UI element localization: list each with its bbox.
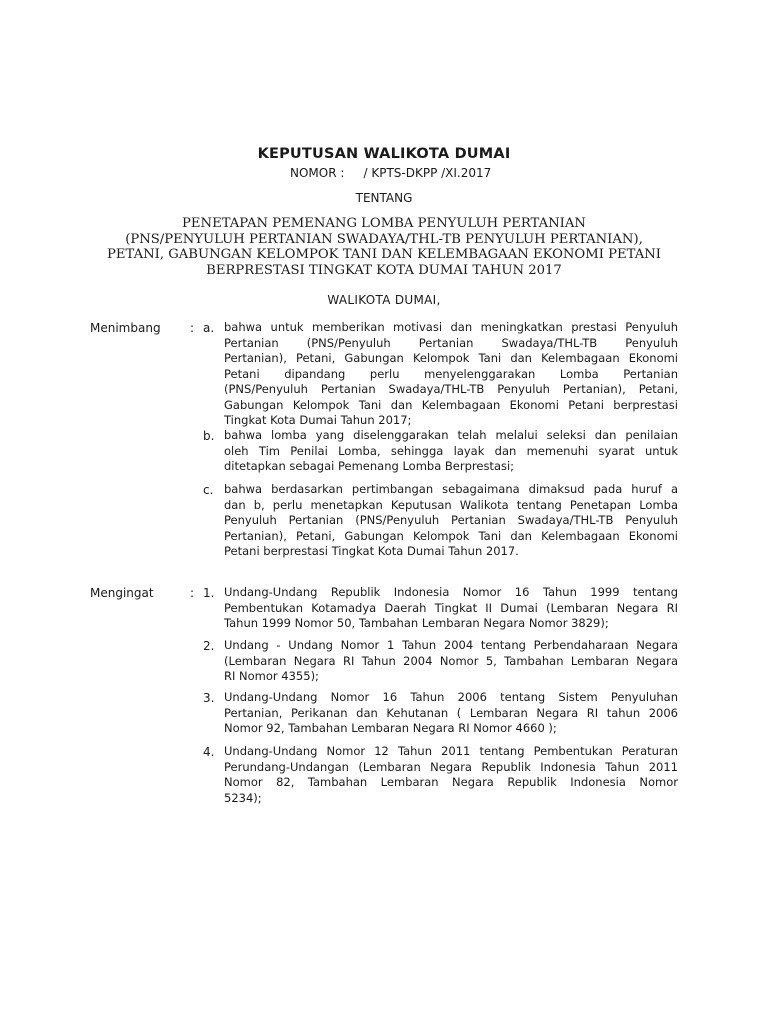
decree-subject [80, 216, 688, 278]
tentang-heading: TENTANG [355, 191, 413, 205]
document-title: KEPUTUSAN WALIKOTA DUMAI [257, 146, 511, 162]
text-line: 5234); [224, 790, 262, 805]
mengingat-item-4 [224, 744, 678, 806]
text-line: Undang - Undang Nomor 1 Tahun 2004 tentang Perbendaharaan Negara [224, 638, 678, 652]
text-line: Petani berprestasi Tingkat Kota Dumai Tahun 2017. [224, 544, 519, 558]
text-line: Pembentukan Kotamadya Daerah Tingkat II Dumai (Lembaran Negara RI [224, 600, 678, 615]
text-line: Undang-Undang Republik Indonesia Nomor 16 Tahun 1999 tentang [224, 585, 678, 599]
text-line: Undang-Undang Nomor 16 Tahun 2006 tentang Sistem Penyuluhan [224, 690, 678, 704]
text-line: bahwa berdasarkan pertimbangan sebagaimana dimaksud pada huruf a [224, 482, 678, 496]
mengingat-item-3 [224, 690, 678, 737]
subject-line: PENETAPAN PEMENANG LOMBA PENYULUH PERTANIAN [182, 216, 586, 231]
mengingat-colon: : [190, 586, 195, 600]
subject-line: PETANI, GABUNGAN KELOMPOK TANI DAN KELEMBAGAAN EKONOMI PETANI [107, 247, 661, 262]
decree-number: NOMOR : / KPTS-DKPP /XI.2017 [290, 166, 492, 180]
text-line: bahwa untuk memberikan motivasi dan meningkatkan prestasi Penyuluh [224, 320, 678, 334]
text-line: (Lembaran Negara RI Tahun 2004 Nomor 5, Tambahan Lembaran Negara [224, 653, 678, 668]
mengingat-label: Mengingat [90, 586, 154, 600]
mengingat-item-4-mark: 4. [203, 745, 215, 759]
issuer-heading: WALIKOTA DUMAI, [327, 293, 441, 307]
text-line: Perundang-Undangan (Lembaran Negara Republik Indonesia Tahun 2011 [224, 759, 678, 774]
text-line: Pertanian), Petani, Gabungan Kelompok Tani dan Kelembagaan Ekonomi [224, 351, 678, 365]
menimbang-item-c [224, 482, 678, 560]
text-line: bahwa lomba yang diselenggarakan telah melalui seleksi dan penilaian [224, 428, 678, 442]
text-line: Nomor 92, Tambahan Lembaran Negara RI Nomor 4660 ); [224, 721, 557, 735]
mengingat-item-3-mark: 3. [203, 691, 215, 705]
menimbang-colon: : [190, 321, 195, 335]
text-line: Undang-Undang Nomor 12 Tahun 2011 tentang Pembentukan Peraturan [224, 744, 678, 758]
menimbang-item-c-mark: c. [203, 483, 214, 497]
text-line: Pertanian), Petani, Gabungan Kelompok Tani dan Kelembagaan Ekonomi [224, 528, 678, 543]
menimbang-item-b-mark: b. [203, 429, 215, 443]
menimbang-label: Menimbang [90, 321, 161, 335]
subject-line: (PNS/PENYULUH PERTANIAN SWADAYA/THL-TB PENYULUH PERTANIAN), [125, 231, 643, 247]
text-line: (PNS/Penyuluh Pertanian Swadaya/THL-TB Penyuluh Pertanian), Petani, [224, 382, 678, 396]
menimbang-item-b [224, 428, 678, 475]
text-line: Nomor 82, Tambahan Lembaran Negara Republik Indonesia Nomor [224, 775, 678, 789]
text-line: Petani dipandang perlu menyelenggarakan Lomba Pertanian [224, 366, 678, 381]
text-line: Penyuluh Pertanian (PNS/Penyuluh Pertanian Swadaya/THL-TB Penyuluh [224, 513, 678, 527]
text-line: dan b, perlu menetapkan Keputusan Walikota tentang Penetapan Lomba [224, 497, 678, 512]
mengingat-item-1-mark: 1. [203, 586, 215, 600]
mengingat-item-1 [224, 585, 678, 632]
mengingat-item-2 [224, 638, 678, 685]
menimbang-item-a-mark: a. [203, 321, 215, 335]
text-line: Pertanian, Perikanan dan Kehutanan ( Lembaran Negara RI tahun 2006 [224, 705, 678, 720]
text-line: Gabungan Kelompok Tani dan Kelembagaan Ekonomi Petani berprestasi [224, 397, 678, 412]
menimbang-item-a [224, 320, 678, 429]
text-line: RI Nomor 4355); [224, 669, 319, 683]
text-line: Pertanian (PNS/Penyuluh Pertanian Swadaya/THL-TB Penyuluh [224, 335, 678, 350]
text-line: ditetapkan sebagai Pemenang Lomba Berprestasi; [224, 459, 515, 473]
text-line: Tahun 1999 Nomor 50, Tambahan Lembaran Negara Nomor 3829); [224, 616, 609, 630]
text-line: oleh Tim Penilai Lomba, sehingga layak dan memenuhi syarat untuk [224, 443, 678, 458]
subject-line: BERPRESTASI TINGKAT KOTA DUMAI TAHUN 2017 [206, 262, 562, 278]
text-line: Tingkat Kota Dumai Tahun 2017; [224, 413, 412, 427]
mengingat-item-2-mark: 2. [203, 639, 215, 653]
